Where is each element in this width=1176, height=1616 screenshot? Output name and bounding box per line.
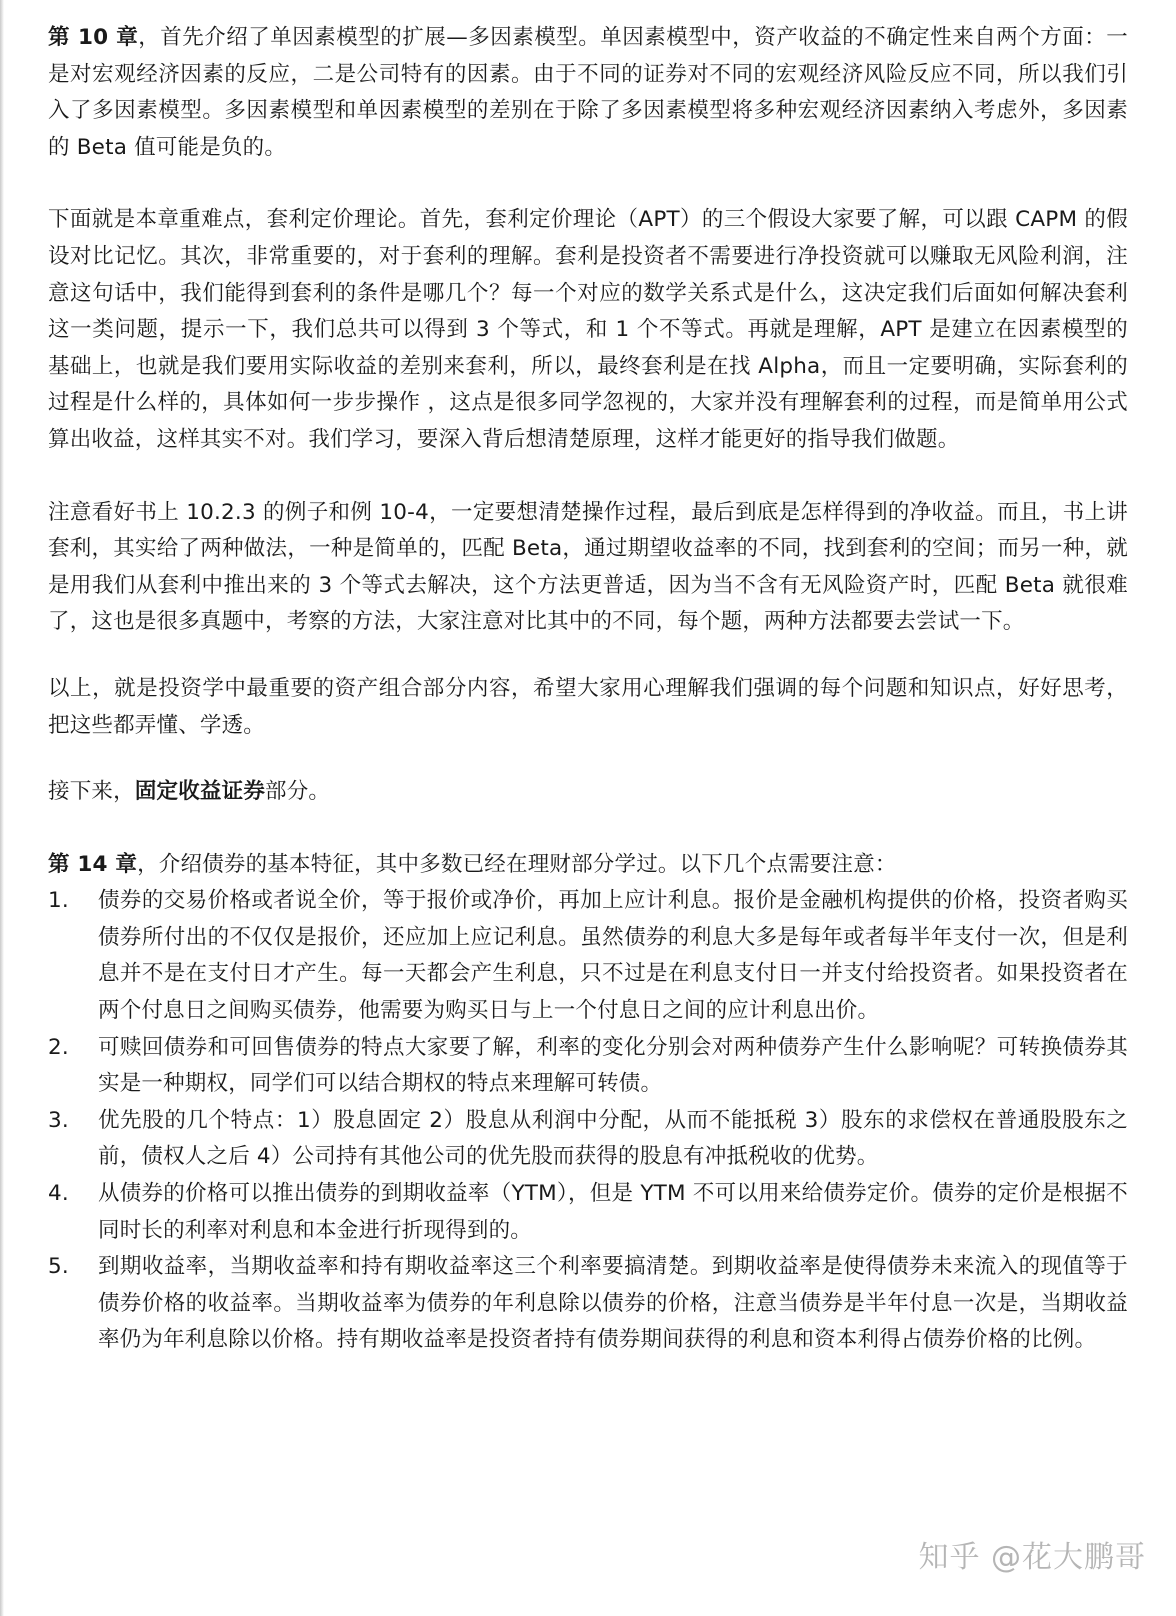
list-number: 5.	[48, 1254, 69, 1280]
list-text: 到期收益率，当期收益率和持有期收益率这三个利率要搞清楚。到期收益率是使得债券未来流入的现值等于债券价格的收益率。当期收益率为债券的年利息除以债券的价格，注意当债券是半年付息一次是，当期收益率仍为年利息除以价格。持有期收益率是投资者持有债券期间获得的利息和资本利得占债券价格的比例。	[98, 1254, 1128, 1353]
list-item	[48, 1176, 1128, 1249]
list-item	[48, 883, 1128, 1029]
next-section-post: 部分。	[265, 779, 331, 805]
watermark: 知乎 @花大鹏哥	[918, 1540, 1146, 1575]
chapter-10-heading: 第 10 章	[48, 25, 139, 50]
list-item	[48, 1030, 1128, 1103]
document-page	[48, 20, 1128, 1359]
list-number: 2.	[48, 1034, 69, 1060]
paragraph-apt: 下面就是本章重难点，套利定价理论。首先，套利定价理论（APT）的三个假设大家要了解，可以跟 CAPM 的假设对比记忆。其次，非常重要的，对于套利的理解。套利是投资者不需要进行净投资就可以赚取无风险利润，注意这句话中，我们能得到套利的条件是哪几个？每一个对应的数学关系式是什么，这决定我们后面如何解决套利这一类问题，提示一下，我们总共可以得到 3 个等式，和 1 个不等式。再就是理解，APT 是建立在因素模型的基础上，也就是我们要用实际收益的差别来套利，所以，最终套利是在找 Alpha，而且一定要明确，实际套利的过程是什么样的，具体如何一步步操作 ，这点是很多同学忽视的，大家并没有理解套利的过程，而是简单用公式算出收益，这样其实不对。我们学习，要深入背后想清楚原理，这样才能更好的指导我们做题。	[48, 207, 1128, 452]
paragraph-summary: 以上，就是投资学中最重要的资产组合部分内容，希望大家用心理解我们强调的每个问题和知识点，好好思考，把这些都弄懂、学透。	[48, 675, 1128, 738]
chapter-10-text: ，首先介绍了单因素模型的扩展—多因素模型。单因素模型中，资产收益的不确定性来自两个方面：一是对宏观经济因素的反应，二是公司特有的因素。由于不同的证券对不同的宏观经济风险反应不同，所以我们引入了多因素模型。多因素模型和单因素模型的差别在于除了多因素模型将多种宏观经济因素纳入考虑外，多因素的 Beta 值可能是负的。	[48, 25, 1128, 160]
paragraph-next-section	[48, 774, 1128, 811]
notes-list	[48, 883, 1128, 1359]
next-section-pre: 接下来，	[48, 779, 135, 805]
chapter-14-text: ，介绍债券的基本特征，其中多数已经在理财部分学过。以下几个点需要注意：	[137, 851, 897, 877]
list-text: 优先股的几个特点：1）股息固定 2）股息从利润中分配，从而不能抵税 3）股东的求偿权在普通股股东之前，债权人之后 4）公司持有其他公司的优先股而获得的股息有冲抵税收的优势。	[98, 1107, 1128, 1170]
list-text: 债券的交易价格或者说全价，等于报价或净价，再加上应计利息。报价是金融机构提供的价格，投资者购买债券所付出的不仅仅是报价，还应加上应记利息。虽然债券的利息大多是每年或者每半年支付一次，但是利息并不是在支付日才产生。每一天都会产生利息，只不过是在利息支付日一并支付给投资者。如果投资者在两个付息日之间购买债券，他需要为购买日与上一个付息日之间的应计利息出价。	[98, 888, 1128, 1024]
paragraph-chapter-10	[48, 20, 1128, 166]
list-number: 1.	[48, 888, 69, 914]
fixed-income-heading: 固定收益证券	[134, 779, 266, 805]
list-number: 3.	[48, 1107, 69, 1133]
paragraph-examples: 注意看好书上 10.2.3 的例子和例 10-4，一定要想清楚操作过程，最后到底是怎样得到的净收益。而且，书上讲套利，其实给了两种做法，一种是简单的，匹配 Beta，通过期望收益率的不同，找到套利的空间；而另一种，就是用我们从套利中推出来的 3 个等式去解决，这个方法更普适，因为当不含有无风险资产时，匹配 Beta 就很难了，这也是很多真题中，考察的方法，大家注意对比其中的不同，每个题，两种方法都要去尝试一下。	[48, 499, 1128, 635]
list-number: 4.	[48, 1181, 69, 1207]
list-text: 可赎回债券和可回售债券的特点大家要了解，利率的变化分别会对两种债券产生什么影响呢？可转换债券其实是一种期权，同学们可以结合期权的特点来理解可转债。	[98, 1034, 1128, 1097]
list-item	[48, 1103, 1128, 1176]
list-text: 从债券的价格可以推出债券的到期收益率（YTM），但是 YTM 不可以用来给债券定价。债券的定价是根据不同时长的利率对利息和本金进行折现得到的。	[98, 1181, 1128, 1243]
chapter-14-heading: 第 14 章	[48, 851, 138, 877]
paragraph-chapter-14	[48, 847, 1128, 884]
list-item	[48, 1249, 1128, 1359]
page-edge	[0, 0, 4, 1616]
